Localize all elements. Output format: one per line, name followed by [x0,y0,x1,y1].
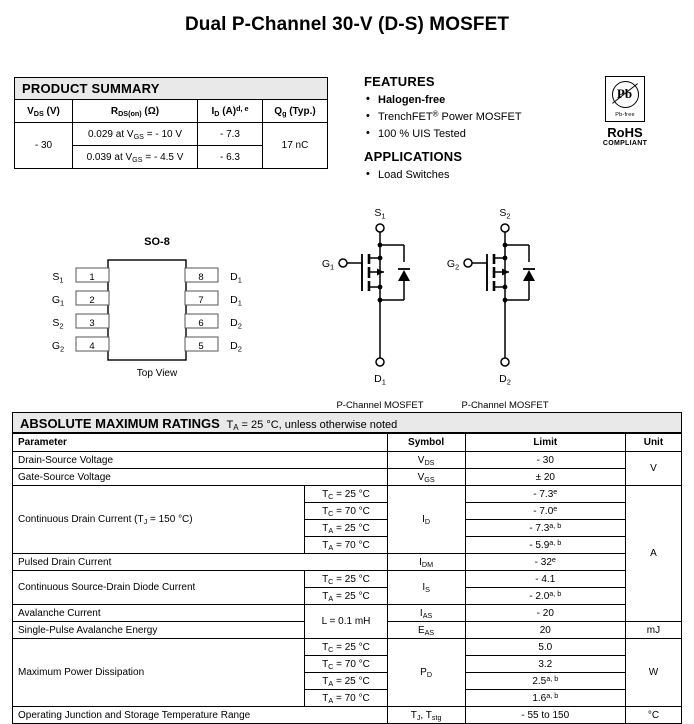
limit-vds: - 30 [465,452,625,469]
limit-vgs: ± 20 [465,469,625,486]
gate-label-2: $G_2$ [446,258,460,272]
pb-symbol-text: Pb [616,86,633,101]
table-header-row [13,434,682,452]
col-limit: Limit [465,434,625,452]
pin-number: 5 [198,341,204,352]
col-vds: $V_{DS}$ (V) [15,100,73,123]
cell-rdson-2: 0.039 at $V_{GS}$ = - 4.5 V [73,146,198,169]
ratings-heading [12,412,682,433]
pin-number: 2 [89,295,95,306]
condition-ta-25-pd: $T_A = 25$ °C [305,673,387,690]
product-summary-table [14,77,328,169]
symbol-id: $I_D$ [387,486,465,554]
condition-inductance: L = 0.1 mH [305,605,387,639]
pb-free-label: Pb-free [615,112,635,118]
schematic-symbols [300,200,590,414]
ratings-table [12,433,682,724]
gate-label-1: $G_1$ [321,258,335,272]
condition-tc-25-pd: $T_C = 25$ °C [305,639,387,656]
col-unit: Unit [625,434,681,452]
pin-label: $D_1$ [230,294,242,308]
page-title: Dual P-Channel 30-V (D-S) MOSFET [184,14,510,35]
cell-rdson-1: 0.029 at $V_{GS}$ = - 10 V [73,123,198,146]
list-item: • Load Switches [364,169,574,181]
package-caption: Top View [136,368,178,379]
condition-tc-25-is: $T_C = 25$ °C [305,571,387,588]
rohs-block [586,76,664,147]
param-max-power-dissipation: Maximum Power Dissipation [13,639,305,707]
unit-celsius: °C [625,707,681,724]
col-rdson: $R_{DS(on)}$ (Ω) [73,100,198,123]
param-pulsed-drain-current: Pulsed Drain Current [13,554,388,571]
condition-tc-70-pd: $T_C = 70$ °C [305,656,387,673]
limit-pd-4: 1.6$^{a, b}$ [465,690,625,707]
features-list [364,94,574,140]
pin-number: 7 [198,295,204,306]
schematic-caption-2: P-Channel MOSFET [461,400,549,411]
col-parameter: Parameter [13,434,388,452]
pin-label: $S_2$ [52,317,64,331]
schematic-caption-1: P-Channel MOSFET [336,400,424,411]
drain-label-1: $D_1$ [374,373,386,387]
limit-idm: - 32e [465,554,625,571]
pin-label: $G_1$ [51,294,65,308]
table-row [15,123,328,146]
limit-ias: - 20 [465,605,625,622]
limit-pd-1: 5.0 [465,639,625,656]
pin-number: 8 [198,272,204,283]
cell-id-2: - 6.3 [198,146,263,169]
drain-label-2: $D_2$ [499,373,511,387]
condition-ta-70: $T_A = 70$ °C [305,537,387,554]
limit-id-4: - 5.9$^{a, b}$ [465,537,625,554]
table-row [13,554,682,571]
limit-is-1: - 4.1 [465,571,625,588]
table-row [15,100,328,123]
pin-label: $G_2$ [51,340,65,354]
col-id: $I_D$ $(A)^{d, e}$ [198,100,263,123]
limit-is-2: - 2.0$^{a, b}$ [465,588,625,605]
condition-tc-70: $T_C = 70$ °C [305,503,387,520]
col-qg: $Q_g$ (Typ.) [263,100,328,123]
table-row [13,452,682,469]
cell-id-1: - 7.3 [198,123,263,146]
symbol-pd: $P_D$ [387,639,465,707]
table-row [15,78,328,100]
pin-number: 1 [89,272,95,283]
source-label-1: $S_1$ [374,207,386,221]
table-row [13,707,682,724]
symbol-tj-tstg: $T_J$, $T_{stg}$ [387,707,465,724]
param-continuous-drain-current: Continuous Drain Current ($T_J = 150$ °C) [13,486,305,554]
limit-pd-3: 2.5$^{a, b}$ [465,673,625,690]
unit-volt: V [625,452,681,486]
mosfet-schematics-svg [300,200,590,395]
pb-free-icon [605,76,645,122]
features-heading: FEATURES [364,74,435,89]
pin-label: $D_2$ [230,317,242,331]
limit-pd-2: 3.2 [465,656,625,673]
cell-vds: - 30 [15,123,73,169]
rohs-compliant-label: COMPLIANT [602,140,648,147]
param-operating-temperature-range: Operating Junction and Storage Temperature Range [13,707,388,724]
symbol-idm: $I_{DM}$ [387,554,465,571]
rohs-label: RoHS [607,125,643,140]
list-item: • Halogen-free [364,94,574,106]
package-diagram [40,236,290,379]
pin-label: $D_1$ [230,271,242,285]
symbol-eas: $E_{AS}$ [387,622,465,639]
list-item: • TrenchFET® Power MOSFET [364,111,574,123]
unit-millijoule: mJ [625,622,681,639]
condition-ta-70-pd: $T_A = 70$ °C [305,690,387,707]
pin-label: $S_1$ [52,271,64,285]
table-row [13,486,682,503]
so8-pinout-svg [40,254,290,366]
param-avalanche-energy: Single-Pulse Avalanche Energy [13,622,305,639]
limit-id-2: - 7.0e [465,503,625,520]
unit-watt: W [625,639,681,707]
cell-qg: 17 nC [263,123,328,169]
source-label-2: $S_2$ [499,207,511,221]
pin-number: 6 [198,318,204,329]
ratings-heading-note: $T_A = 25$ °C, unless otherwise noted [223,419,398,433]
param-drain-source-voltage: Drain-Source Voltage [13,452,388,469]
symbol-vds: $V_{DS}$ [387,452,465,469]
condition-ta-25: $T_A = 25$ °C [305,520,387,537]
applications-heading: APPLICATIONS [364,149,463,164]
unit-ampere: A [625,486,681,622]
condition-tc-25: $T_C = 25$ °C [305,486,387,503]
pin-number: 3 [89,318,95,329]
symbol-ias: $I_{AS}$ [387,605,465,622]
col-symbol: Symbol [387,434,465,452]
list-item: • 100 % UIS Tested [364,128,574,140]
package-title: SO-8 [144,236,170,248]
limit-eas: 20 [465,622,625,639]
symbol-vgs: $V_{GS}$ [387,469,465,486]
symbol-is: $I_S$ [387,571,465,605]
features-applications-block [364,74,574,181]
limit-id-1: - 7.3e [465,486,625,503]
product-summary-heading: PRODUCT SUMMARY [15,78,328,100]
limit-id-3: - 7.3$^{a, b}$ [465,520,625,537]
param-avalanche-current: Avalanche Current [13,605,305,622]
param-gate-source-voltage: Gate-Source Voltage [13,469,388,486]
applications-list [364,169,574,181]
pin-number: 4 [89,341,95,352]
table-row [13,605,682,622]
param-source-drain-diode-current: Continuous Source-Drain Diode Current [13,571,305,605]
limit-temperature-range: - 55 to 150 [465,707,625,724]
table-row [13,469,682,486]
pin-label: $D_2$ [230,340,242,354]
table-row [13,639,682,656]
absolute-maximum-ratings-section [12,412,682,724]
ratings-heading-main: ABSOLUTE MAXIMUM RATINGS [20,416,220,431]
table-row [13,571,682,588]
condition-ta-25-is: $T_A = 25$ °C [305,588,387,605]
